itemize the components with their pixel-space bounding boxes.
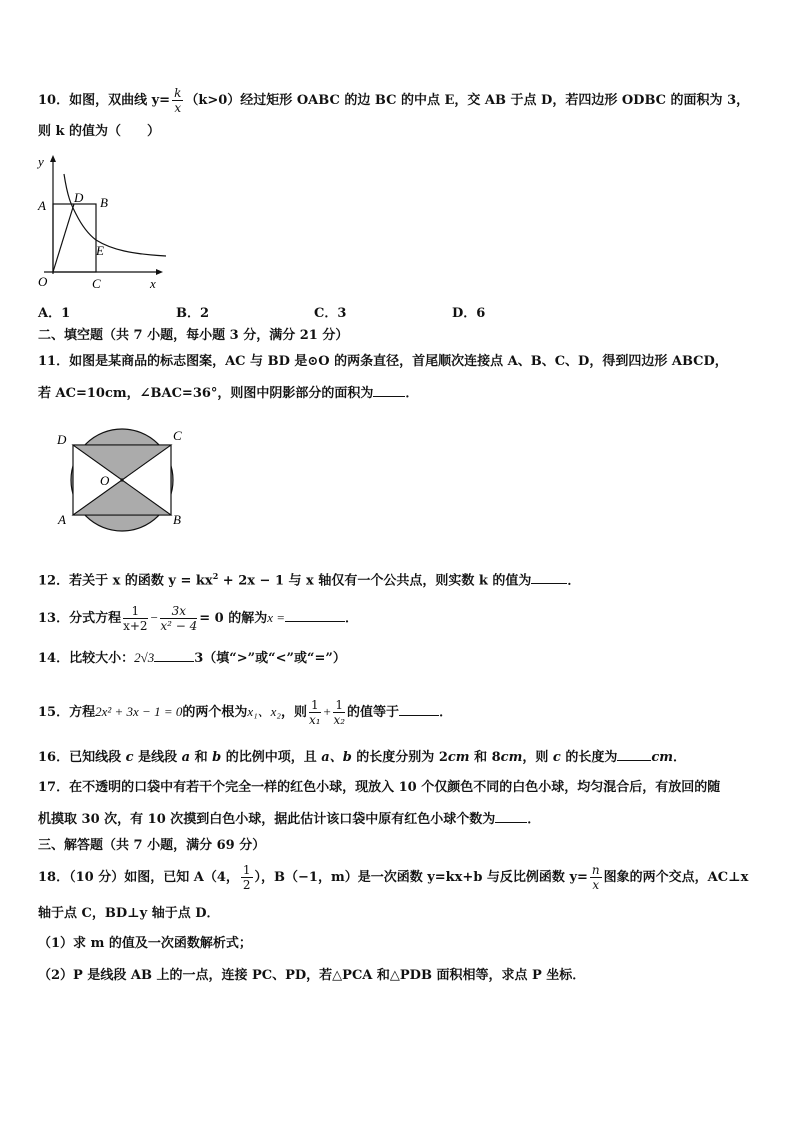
q14-expr: 2√3: [134, 650, 155, 665]
q18-part2: （2）P 是线段 AB 上的一点，连接 PC、PD，若△PCA 和△PDB 面积相等，求点 P 坐标．: [38, 968, 586, 983]
q15-text-c: ，则: [280, 705, 307, 720]
q12-answer-blank[interactable]: [531, 571, 567, 584]
q16-end: ．: [673, 750, 687, 765]
q17-end: ．: [527, 812, 541, 827]
q10-figure: [32, 152, 172, 292]
q13-text-a: 13．分式方程: [38, 611, 122, 626]
q10-label-b: B: [100, 195, 108, 210]
q10-number: 10．: [38, 93, 70, 108]
q16-unit-3: cm: [651, 750, 673, 765]
q18-line2: 轴于点 C，BD⊥y 轴于点 D．: [38, 906, 220, 921]
q15-end: ．: [439, 705, 453, 720]
q12-text-b: + 2x − 1 与 x 轴仅有一个公共点，则实数 k 的值为: [218, 573, 532, 589]
q10-label-o: O: [38, 274, 48, 289]
q16-text-c: 和: [190, 750, 213, 765]
q14-text-a: 14．比较大小：: [38, 651, 135, 666]
q10-y-arrow: [50, 155, 56, 162]
q11-label-a: A: [58, 512, 66, 527]
q15-f2-den: x₂: [333, 713, 346, 727]
q18-fraction-a: [241, 863, 253, 892]
q18-text-a: 18．（10 分）如图，已知 A（4，: [38, 870, 239, 885]
q15-f1-num: 1: [310, 698, 319, 712]
q10-line2: 则 k 的值为（ ）: [38, 124, 161, 139]
q18-g-den: x: [592, 878, 600, 892]
q11-answer-blank[interactable]: [373, 384, 405, 397]
q15-answer-blank[interactable]: [399, 703, 439, 716]
q18-f-num: 1: [242, 863, 251, 877]
q16-var-a: a: [181, 750, 191, 765]
q15-f1-den: x₁: [309, 713, 321, 727]
q11-center-dot: [120, 478, 123, 481]
q16-unit-1: cm: [447, 750, 470, 765]
q15-line: [38, 692, 452, 733]
q13-f1-den: x+2: [123, 619, 148, 633]
q10-label-x: x: [150, 276, 156, 291]
q18-text-b: ），B（−1，m）是一次函数 y=kx+b 与反比例函数 y=: [254, 870, 588, 885]
section2-title: 二、填空题（共 7 小题，每小题 3 分，满分 21 分）: [38, 328, 349, 343]
q17-line2: [38, 810, 540, 830]
q18-line1: [38, 858, 748, 898]
q16-text-h: 的长度为: [560, 750, 618, 765]
q16-unit-2: cm: [500, 750, 523, 765]
q10-option-d: D．6: [452, 306, 486, 321]
q10-frac-num: k: [174, 86, 182, 100]
q11-label-d: D: [57, 432, 67, 447]
q13-x-eq: x =: [267, 610, 286, 625]
q17-line1: 17．在不透明的口袋中有若干个完全一样的红色小球，现放入 10 个仅颜色不同的白色小球，均匀混合后，有放回的随: [38, 780, 721, 795]
q16-var-ab: a、b: [321, 750, 352, 765]
q13-fraction-2: [160, 604, 197, 633]
q16-text-g: ，则: [522, 750, 553, 765]
q16-text-d: 的比例中项，且: [221, 750, 322, 765]
q11-line2: [38, 384, 418, 404]
q16-text-a: 16．已知线段: [38, 750, 126, 765]
q16-var-b: b: [212, 750, 222, 765]
q11-label-o: O: [100, 473, 110, 488]
q18-fraction-n: [590, 863, 602, 892]
q15-equation: 2x² + 3x − 1 = 0: [95, 704, 183, 719]
q10-option-b: B．2: [176, 306, 210, 321]
q15-text-b: 的两个根为: [182, 705, 248, 720]
q11-text: 若 AC=10cm，∠BAC=36°，则图中阴影部分的面积为: [38, 386, 374, 401]
q10-label-e: E: [96, 243, 104, 258]
q16-var-c2: c: [552, 750, 561, 765]
q11-line1: 11．如图是某商品的标志图案，AC 与 BD 是⊙O 的两条直径，首尾顺次连接点 A、B、C、D，得到四边形 ABCD，: [38, 354, 728, 369]
q16-text-b: 是线段: [133, 750, 182, 765]
q10-fraction: [172, 86, 183, 115]
q11-label-b: B: [173, 512, 181, 527]
q13-end: ．: [345, 611, 359, 626]
q18-g-num: n: [591, 863, 600, 877]
q15-text-a: 15．方程: [38, 705, 96, 720]
q10-rectangle: [53, 204, 96, 272]
q12-text-a: 12．若关于 x 的函数 y = kx: [38, 573, 213, 589]
q13-minus: −: [149, 610, 159, 625]
q18-text-c: 图象的两个交点，AC⊥x: [603, 870, 749, 885]
q11-figure: [50, 422, 200, 532]
q18-part1: （1）求 m 的值及一次函数解析式；: [38, 936, 252, 951]
q13-fraction-1: [123, 604, 147, 633]
q17-answer-blank[interactable]: [495, 810, 527, 823]
q15-text-d: 的值等于: [347, 705, 400, 720]
q14-answer-blank[interactable]: [154, 649, 194, 662]
q16-text-f: 和 8: [469, 750, 501, 765]
q17-text: 机摸取 30 次，有 10 次摸到白色小球，据此估计该口袋中原有红色小球个数为: [38, 812, 496, 827]
q10-label-y: y: [38, 154, 44, 169]
q12-end: ．: [567, 573, 581, 589]
q16-line: [38, 748, 686, 768]
q10-frac-den: x: [174, 101, 182, 115]
q15-fraction-1: [309, 698, 321, 727]
q15-f2-num: 1: [335, 698, 344, 712]
q10-text-b: （k>0）经过矩形 OABC 的边 BC 的中点 E，交 AB 于点 D，若四边形 ODBC 的面积为 3，: [185, 93, 750, 108]
q15-roots: x₁、x₂: [247, 704, 281, 719]
q13-f1-num: 1: [123, 604, 147, 619]
q13-answer-blank[interactable]: [285, 609, 345, 622]
q13-line: [38, 598, 358, 639]
q13-text-b: = 0 的解为: [199, 611, 268, 626]
q10-label-c: C: [92, 276, 101, 291]
q11-label-c: C: [173, 428, 182, 443]
q10-option-c: C．3: [314, 306, 347, 321]
q10-text-a: 如图，双曲线 y=: [69, 93, 171, 108]
q15-plus: +: [322, 704, 332, 719]
q18-f-den: 2: [242, 878, 251, 892]
q14-line: [38, 648, 346, 669]
q16-text-e: 的长度分别为 2: [351, 750, 448, 765]
section3-title: 三、解答题（共 7 小题，满分 69 分）: [38, 838, 266, 853]
q12-line: [38, 566, 580, 591]
q15-fraction-2: [333, 698, 345, 727]
q10-line1: [38, 86, 749, 115]
q10-label-a: A: [38, 198, 46, 213]
q12-sup: 2: [212, 571, 219, 581]
q13-f2-num: 3x: [160, 604, 197, 619]
q16-var-c: c: [125, 750, 134, 765]
q16-answer-blank[interactable]: [617, 748, 651, 761]
q10-x-arrow: [156, 269, 163, 275]
q14-text-b: 3（填“>”或“<”或“=”）: [194, 651, 346, 666]
q10-label-d: D: [74, 190, 84, 205]
q10-option-a: A．1: [38, 306, 71, 321]
q10-segment-od: [53, 204, 74, 272]
q11-end: ．: [405, 386, 419, 401]
q10-hyperbola: [64, 174, 166, 256]
q13-f2-den: x² − 4: [160, 619, 198, 633]
